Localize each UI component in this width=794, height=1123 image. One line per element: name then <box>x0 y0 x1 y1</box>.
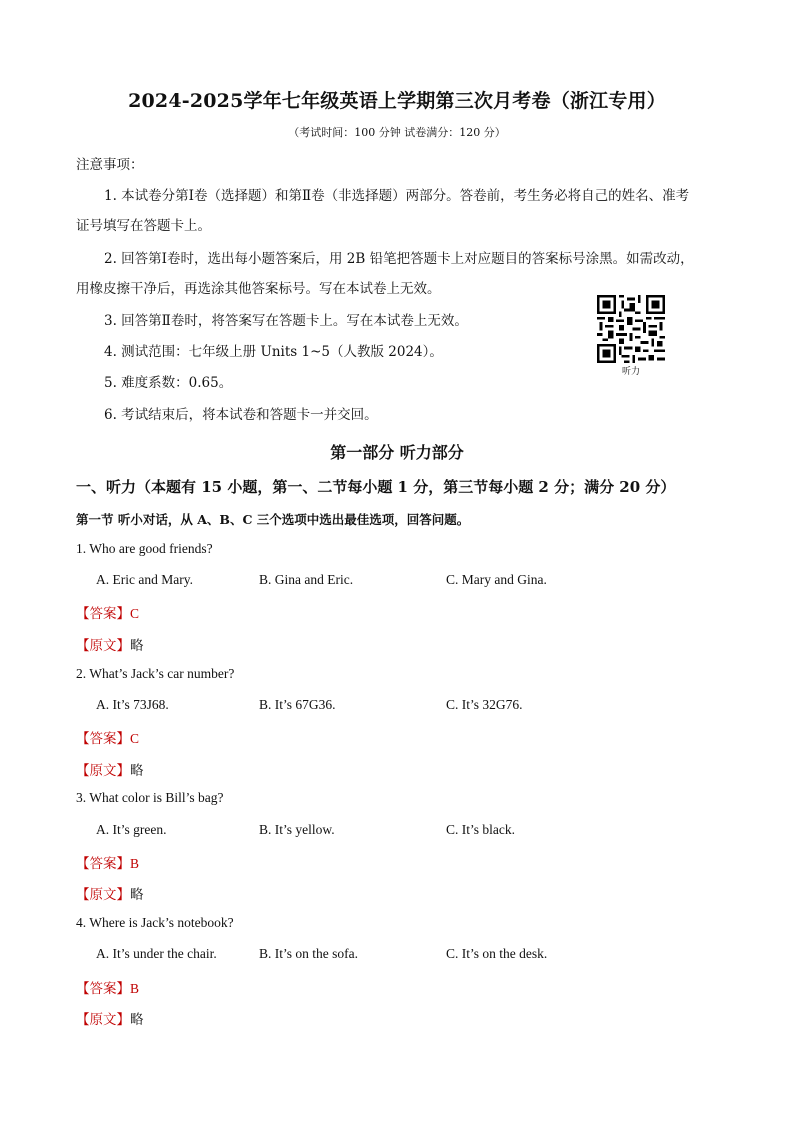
original-tag: 【原文】 <box>76 1012 130 1028</box>
question-2-option-c: C. It’s 32G76. <box>446 697 523 712</box>
original-text: 略 <box>130 1012 144 1028</box>
notice-heading: 注意事项： <box>76 157 144 173</box>
section-title: 第一部分 听力部分 <box>330 443 464 462</box>
question-1-original <box>76 634 144 654</box>
question-3: 3. What color is Bill’s bag? <box>76 790 224 805</box>
question-3-option-a: A. It’s green. <box>96 822 167 837</box>
original-text: 略 <box>130 887 144 903</box>
answer-value: B <box>130 856 140 871</box>
question-3-option-c: C. It’s black. <box>446 822 515 837</box>
question-4-answer <box>76 977 139 997</box>
question-1: 1. Who are good friends? <box>76 541 213 556</box>
original-text: 略 <box>130 638 144 654</box>
question-1-option-b: B. Gina and Eric. <box>259 572 354 587</box>
notice-item-6: 6. 考试结束后，将本试卷和答题卡一并交回。 <box>104 407 378 423</box>
answer-value: B <box>130 981 140 996</box>
answer-tag: 【答案】 <box>76 606 130 622</box>
question-2-original <box>76 759 144 779</box>
exam-info: （考试时间：100 分钟 试卷满分：120 分） <box>288 126 506 139</box>
question-2-option-a: A. It’s 73J68. <box>96 697 169 712</box>
notice-item-2-line-2: 用橡皮擦干净后，再选涂其他答案标号。写在本试卷上无效。 <box>76 281 441 297</box>
page-title: 2024-2025学年七年级英语上学期第三次月考卷（浙江专用） <box>128 90 666 112</box>
question-2-option-b: B. It’s 67G36. <box>259 697 336 712</box>
notice-item-1-line-1: 1. 本试卷分第Ⅰ卷（选择题）和第Ⅱ卷（非选择题）两部分。答卷前，考生务必将自己的姓名、准考 <box>104 188 690 204</box>
qr-label: 听力 <box>621 367 640 377</box>
question-4-option-a: A. It’s under the chair. <box>96 946 217 961</box>
question-4-original <box>76 1008 144 1028</box>
answer-value: C <box>130 606 140 621</box>
answer-tag: 【答案】 <box>76 856 130 872</box>
notice-item-5: 5. 难度系数：0.65。 <box>104 375 233 391</box>
question-4-option-b: B. It’s on the sofa. <box>259 946 358 961</box>
answer-tag: 【答案】 <box>76 731 130 747</box>
original-tag: 【原文】 <box>76 887 130 903</box>
answer-tag: 【答案】 <box>76 981 130 997</box>
question-3-answer <box>76 852 139 872</box>
question-4-option-c: C. It’s on the desk. <box>446 946 548 961</box>
answer-value: C <box>130 731 140 746</box>
original-tag: 【原文】 <box>76 763 130 779</box>
question-3-option-b: B. It’s yellow. <box>259 822 335 837</box>
question-3-original <box>76 883 144 903</box>
question-2-answer <box>76 727 139 747</box>
notice-item-3: 3. 回答第Ⅱ卷时，将答案写在答题卡上。写在本试卷上无效。 <box>104 313 468 329</box>
question-1-option-a: A. Eric and Mary. <box>96 572 193 587</box>
notice-item-2-line-1: 2. 回答第Ⅰ卷时，选出每小题答案后，用 2B 铅笔把答题卡上对应题目的答案标号涂黑。如需改动， <box>104 251 694 267</box>
question-1-answer <box>76 602 139 622</box>
notice-item-4: 4. 测试范围：七年级上册 Units 1~5（人教版 2024）。 <box>104 344 443 360</box>
question-4: 4. Where is Jack’s notebook? <box>76 915 234 930</box>
subsection-title: 第一节 听小对话，从 A、B、C 三个选项中选出最佳选项，回答问题。 <box>76 512 470 527</box>
question-2: 2. What’s Jack’s car number? <box>76 666 235 681</box>
part-title: 一、听力（本题有 15 小题，第一、二节每小题 1 分，第三节每小题 2 分；满分 20 分） <box>76 478 676 496</box>
original-tag: 【原文】 <box>76 638 130 654</box>
original-text: 略 <box>130 763 144 779</box>
notice-item-1-line-2: 证号填写在答题卡上。 <box>76 218 211 234</box>
qr-code-icon[interactable] <box>597 295 665 363</box>
question-1-option-c: C. Mary and Gina. <box>446 572 547 587</box>
